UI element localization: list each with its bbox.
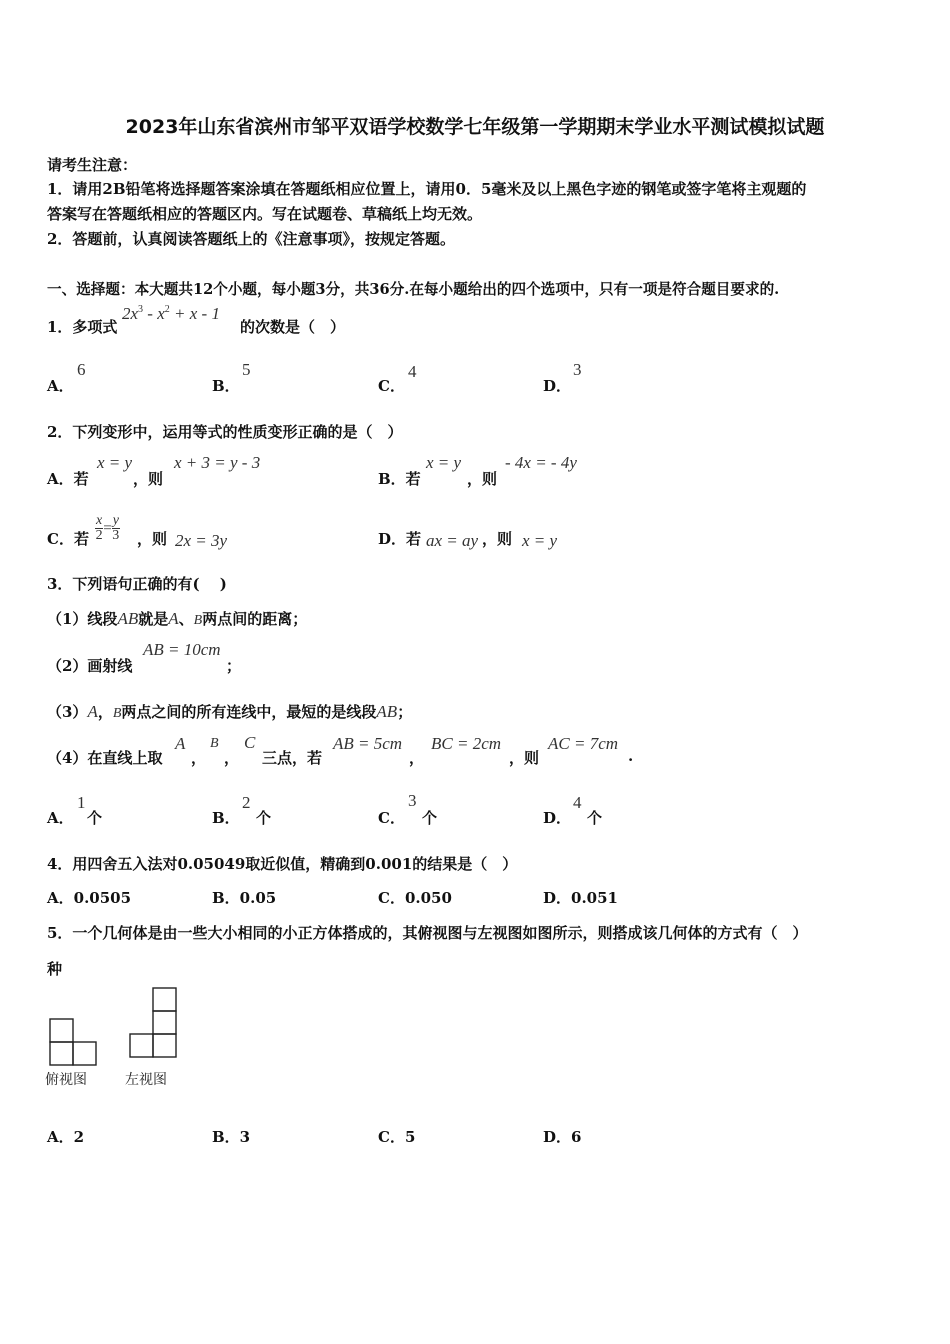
q1-option-c-value: 4 xyxy=(408,362,417,381)
q1-option-d-value: 3 xyxy=(573,360,582,379)
q2-stem: 2．下列变形中，运用等式的性质变形正确的是（ ） xyxy=(47,423,403,441)
q3-option-d-unit: 个 xyxy=(587,809,603,827)
q3-statement-2: （2）画射线 xyxy=(47,657,133,675)
q5-option-a: A．2 xyxy=(47,1128,85,1146)
q2-option-b-condition: x = y xyxy=(426,453,462,472)
q5-option-c: C．5 xyxy=(378,1128,416,1146)
q3-stem: 3．下列语句正确的有( ) xyxy=(47,575,227,593)
q5-option-d: D．6 xyxy=(543,1128,582,1146)
q3-option-b-value: 2 xyxy=(242,793,251,812)
q3-statement-4-expr-2: BC = 2cm xyxy=(431,734,502,753)
q3-statement-1: （1）线段AB就是A、B两点间的距离； xyxy=(47,609,308,628)
q2-option-a-then: ，则 xyxy=(133,470,164,488)
q3-option-c-value: 3 xyxy=(408,791,417,810)
q3-statement-4-comma-1: ， xyxy=(191,749,207,767)
q3-statement-4-point-a: A xyxy=(175,734,186,753)
q3-option-c-label: C． xyxy=(378,809,405,827)
left-view-label: 左视图 xyxy=(125,1072,167,1088)
q2-option-c-result: 2x = 3y xyxy=(175,531,228,550)
q2-option-d-then: ，则 xyxy=(482,530,513,548)
q2-option-c-label: C．若 xyxy=(47,530,89,548)
q3-option-a-label: A． xyxy=(47,809,74,827)
q3-option-d-value: 4 xyxy=(573,793,582,812)
q2-option-b-label: B．若 xyxy=(378,470,421,488)
q3-statement-4-point-b: B xyxy=(210,736,219,751)
q3-option-c-unit: 个 xyxy=(422,809,438,827)
q3-option-b-unit: 个 xyxy=(256,809,272,827)
section-heading: 一、选择题：本大题共12个小题，每小题3分，共36分.在每小题给出的四个选项中，只有一项是符合题目要求的. xyxy=(47,281,780,298)
q3-option-a-value: 1 xyxy=(77,793,86,812)
left-view-figure xyxy=(120,980,190,1070)
q4-option-b: B．0.05 xyxy=(212,889,277,907)
q1-option-a-value: 6 xyxy=(77,360,86,379)
q3-statement-2-end: ； xyxy=(226,657,242,675)
q3-statement-4-point-c: C xyxy=(244,733,256,752)
q2-option-a-label: A．若 xyxy=(47,470,89,488)
q2-option-c-then: ，则 xyxy=(137,530,168,548)
q2-option-d-result: x = y xyxy=(522,531,558,550)
q1-stem-post: 的次数是（ ） xyxy=(240,318,346,336)
q1-option-d-label: D． xyxy=(543,377,572,395)
q3-statement-4-then: ，则 xyxy=(509,749,540,767)
q2-option-d-condition: ax = ay xyxy=(426,531,479,550)
notice-heading: 请考生注意： xyxy=(47,156,138,174)
q4-option-d: D．0.051 xyxy=(543,889,618,907)
q2-option-a-result: x + 3 = y - 3 xyxy=(174,453,261,472)
q3-statement-4-comma-2: ， xyxy=(224,749,240,767)
q3-option-a-unit: 个 xyxy=(87,809,103,827)
q1-option-a-label: A． xyxy=(47,377,74,395)
q3-option-d-label: D． xyxy=(543,809,572,827)
q3-statement-4-lead: （4）在直线上取 xyxy=(47,749,163,767)
q5-stem-continued: 种 xyxy=(47,960,63,978)
left-view-grid xyxy=(130,988,176,1057)
top-view-grid xyxy=(50,1019,96,1065)
page-title: 2023年山东省滨州市邹平双语学校数学七年级第一学期期末学业水平测试模拟试题 xyxy=(125,116,825,138)
q4-stem: 4．用四舍五入法对0.05049取近似值，精确到0.001的结果是（ ） xyxy=(47,855,518,873)
top-view-figure xyxy=(40,1010,110,1070)
notice-line-1b: 答案写在答题纸相应的答题区内。写在试题卷、草稿纸上均无效。 xyxy=(47,205,483,223)
q3-statement-2-expr: AB = 10cm xyxy=(143,640,221,659)
q3-statement-4-end: . xyxy=(628,747,634,765)
notice-line-1a: 1．请用2B铅笔将选择题答案涂填在答题纸相应位置上，请用0．5毫米及以上黑色字迹的钢笔或签字笔将主观题的 xyxy=(47,180,807,198)
q5-stem: 5．一个几何体是由一些大小相同的小正方体搭成的，其俯视图与左视图如图所示，则搭成该几何体的方式有（ ） xyxy=(47,924,808,942)
q2-option-b-then: ，则 xyxy=(467,470,498,488)
q3-statement-4-expr-3: AC = 7cm xyxy=(548,734,619,753)
q4-option-a: A．0.0505 xyxy=(47,889,132,907)
q2-option-d-label: D．若 xyxy=(378,530,422,548)
q4-option-c: C．0.050 xyxy=(378,889,452,907)
q1-option-c-label: C． xyxy=(378,377,405,395)
q1-option-b-value: 5 xyxy=(242,360,251,379)
q2-option-b-result: - 4x = - 4y xyxy=(505,453,577,472)
q5-option-b: B．3 xyxy=(212,1128,251,1146)
q3-statement-4-expr-1: AB = 5cm xyxy=(333,734,403,753)
q1-option-b-label: B． xyxy=(212,377,240,395)
q1-stem: 1．多项式 xyxy=(47,318,118,336)
notice-line-2: 2．答题前，认真阅读答题纸上的《注意事项》，按规定答题。 xyxy=(47,230,455,248)
q3-option-b-label: B． xyxy=(212,809,240,827)
q1-polynomial: $2x^3 - x^2 + x - 1$ xyxy=(122,304,220,323)
q2-option-c-condition: $\frac{x}{2}$ = $\frac{y}{3}$ xyxy=(95,513,120,543)
top-view-label: 俯视图 xyxy=(45,1072,87,1088)
q2-option-a-condition: x = y xyxy=(97,453,133,472)
q3-statement-3: （3）A，B两点之间的所有连线中，最短的是线段AB； xyxy=(47,702,413,721)
q3-statement-4-mid: 三点，若 xyxy=(262,749,323,767)
q3-statement-4-comma-3: ， xyxy=(409,749,425,767)
